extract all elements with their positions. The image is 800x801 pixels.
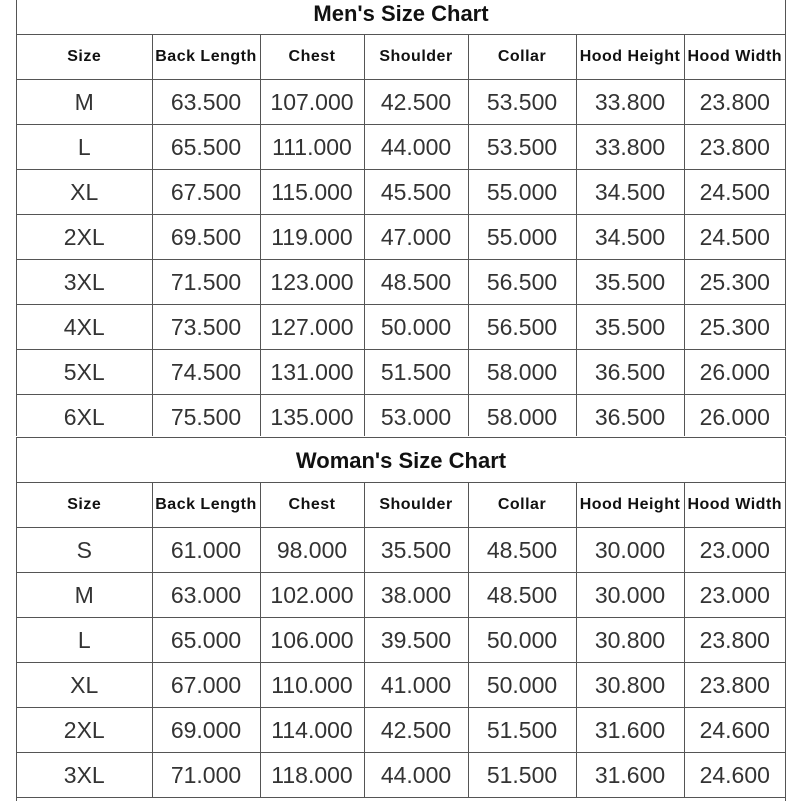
table-cell: 38.000 <box>364 573 468 618</box>
table-cell: 35.500 <box>364 528 468 573</box>
table-cell: 53.500 <box>468 80 576 125</box>
table-cell: 48.500 <box>364 260 468 305</box>
table-row <box>17 80 785 125</box>
table-row <box>17 618 785 663</box>
table-row <box>17 395 785 437</box>
table-cell: 111.000 <box>260 125 364 170</box>
table-cell: 45.500 <box>364 170 468 215</box>
table-cell: 58.000 <box>468 350 576 395</box>
table-cell: 36.500 <box>576 395 684 437</box>
column-header: Shoulder <box>364 483 468 528</box>
table-cell: 58.000 <box>468 395 576 437</box>
table-cell: 26.000 <box>684 395 785 437</box>
table-cell: 115.000 <box>260 170 364 215</box>
table-cell: 26.000 <box>684 350 785 395</box>
table-row <box>17 708 785 753</box>
table-header-row <box>17 483 785 528</box>
table-cell: 61.000 <box>152 528 260 573</box>
column-header: Back Length <box>152 483 260 528</box>
table-cell: 114.000 <box>260 708 364 753</box>
table-cell: 110.000 <box>260 663 364 708</box>
size-cell: XL <box>17 663 152 708</box>
mens-size-chart <box>16 0 786 436</box>
size-cell: 3XL <box>17 260 152 305</box>
size-cell: 2XL <box>17 215 152 260</box>
table-cell: 71.500 <box>152 260 260 305</box>
table-cell: 51.500 <box>468 708 576 753</box>
column-header: Chest <box>260 35 364 80</box>
table-cell: 23.800 <box>684 618 785 663</box>
table-row <box>17 260 785 305</box>
column-header: Size <box>17 35 152 80</box>
table-cell: 51.500 <box>364 350 468 395</box>
size-cell: XL <box>17 170 152 215</box>
table-cell: 36.500 <box>576 350 684 395</box>
table-cell: 24.600 <box>684 753 785 798</box>
table-cell: 42.500 <box>364 80 468 125</box>
table-cell: 50.000 <box>468 618 576 663</box>
table-cell: 44.000 <box>364 753 468 798</box>
table-cell: 73.500 <box>152 305 260 350</box>
table-cell: 53.000 <box>364 395 468 437</box>
table-cell: 23.800 <box>684 80 785 125</box>
size-cell: L <box>17 125 152 170</box>
table-cell: 67.000 <box>152 663 260 708</box>
table-cell: 30.000 <box>576 528 684 573</box>
womens-size-table <box>17 483 785 798</box>
column-header: Hood Height <box>576 35 684 80</box>
table-cell: 50.000 <box>364 305 468 350</box>
table-cell: 106.000 <box>260 618 364 663</box>
table-cell: 75.500 <box>152 395 260 437</box>
size-cell: M <box>17 573 152 618</box>
table-cell: 51.500 <box>468 753 576 798</box>
womens-size-chart <box>16 437 786 801</box>
table-cell: 71.000 <box>152 753 260 798</box>
table-cell: 55.000 <box>468 170 576 215</box>
table-cell: 135.000 <box>260 395 364 437</box>
mens-size-table <box>17 35 785 436</box>
table-row <box>17 125 785 170</box>
column-header: Collar <box>468 483 576 528</box>
size-cell: M <box>17 80 152 125</box>
mens-chart-title: Men's Size Chart <box>17 0 785 35</box>
table-cell: 30.800 <box>576 618 684 663</box>
table-cell: 56.500 <box>468 260 576 305</box>
table-cell: 42.500 <box>364 708 468 753</box>
table-cell: 25.300 <box>684 305 785 350</box>
table-cell: 55.000 <box>468 215 576 260</box>
table-cell: 118.000 <box>260 753 364 798</box>
table-row <box>17 350 785 395</box>
table-cell: 35.500 <box>576 305 684 350</box>
table-cell: 107.000 <box>260 80 364 125</box>
table-cell: 44.000 <box>364 125 468 170</box>
table-cell: 23.800 <box>684 663 785 708</box>
size-cell: 3XL <box>17 753 152 798</box>
womens-chart-title: Woman's Size Chart <box>17 438 785 483</box>
table-row <box>17 305 785 350</box>
column-header: Back Length <box>152 35 260 80</box>
size-cell: S <box>17 528 152 573</box>
table-cell: 24.500 <box>684 215 785 260</box>
table-row <box>17 753 785 798</box>
table-header-row <box>17 35 785 80</box>
table-cell: 48.500 <box>468 573 576 618</box>
table-cell: 65.500 <box>152 125 260 170</box>
table-cell: 41.000 <box>364 663 468 708</box>
column-header: Chest <box>260 483 364 528</box>
table-row <box>17 663 785 708</box>
table-cell: 31.600 <box>576 708 684 753</box>
table-row <box>17 573 785 618</box>
table-cell: 123.000 <box>260 260 364 305</box>
table-cell: 23.800 <box>684 125 785 170</box>
column-header: Hood Height <box>576 483 684 528</box>
table-cell: 50.000 <box>468 663 576 708</box>
table-row <box>17 170 785 215</box>
table-cell: 102.000 <box>260 573 364 618</box>
table-cell: 24.600 <box>684 708 785 753</box>
size-cell: 5XL <box>17 350 152 395</box>
table-cell: 34.500 <box>576 215 684 260</box>
column-header: Size <box>17 483 152 528</box>
table-cell: 127.000 <box>260 305 364 350</box>
table-cell: 30.000 <box>576 573 684 618</box>
size-cell: 6XL <box>17 395 152 437</box>
table-cell: 56.500 <box>468 305 576 350</box>
table-row <box>17 528 785 573</box>
size-cell: 2XL <box>17 708 152 753</box>
table-cell: 67.500 <box>152 170 260 215</box>
table-cell: 69.000 <box>152 708 260 753</box>
table-cell: 47.000 <box>364 215 468 260</box>
table-cell: 53.500 <box>468 125 576 170</box>
column-header: Shoulder <box>364 35 468 80</box>
table-cell: 25.300 <box>684 260 785 305</box>
table-cell: 23.000 <box>684 573 785 618</box>
table-cell: 131.000 <box>260 350 364 395</box>
table-cell: 63.500 <box>152 80 260 125</box>
size-cell: L <box>17 618 152 663</box>
table-cell: 39.500 <box>364 618 468 663</box>
table-cell: 65.000 <box>152 618 260 663</box>
table-cell: 31.600 <box>576 753 684 798</box>
table-cell: 74.500 <box>152 350 260 395</box>
table-cell: 63.000 <box>152 573 260 618</box>
table-cell: 34.500 <box>576 170 684 215</box>
table-cell: 119.000 <box>260 215 364 260</box>
table-cell: 23.000 <box>684 528 785 573</box>
table-cell: 69.500 <box>152 215 260 260</box>
table-cell: 35.500 <box>576 260 684 305</box>
column-header: Collar <box>468 35 576 80</box>
table-cell: 33.800 <box>576 80 684 125</box>
table-cell: 98.000 <box>260 528 364 573</box>
table-cell: 30.800 <box>576 663 684 708</box>
table-cell: 33.800 <box>576 125 684 170</box>
size-cell: 4XL <box>17 305 152 350</box>
table-cell: 48.500 <box>468 528 576 573</box>
column-header: Hood Width <box>684 35 785 80</box>
column-header: Hood Width <box>684 483 785 528</box>
table-row <box>17 215 785 260</box>
table-cell: 24.500 <box>684 170 785 215</box>
